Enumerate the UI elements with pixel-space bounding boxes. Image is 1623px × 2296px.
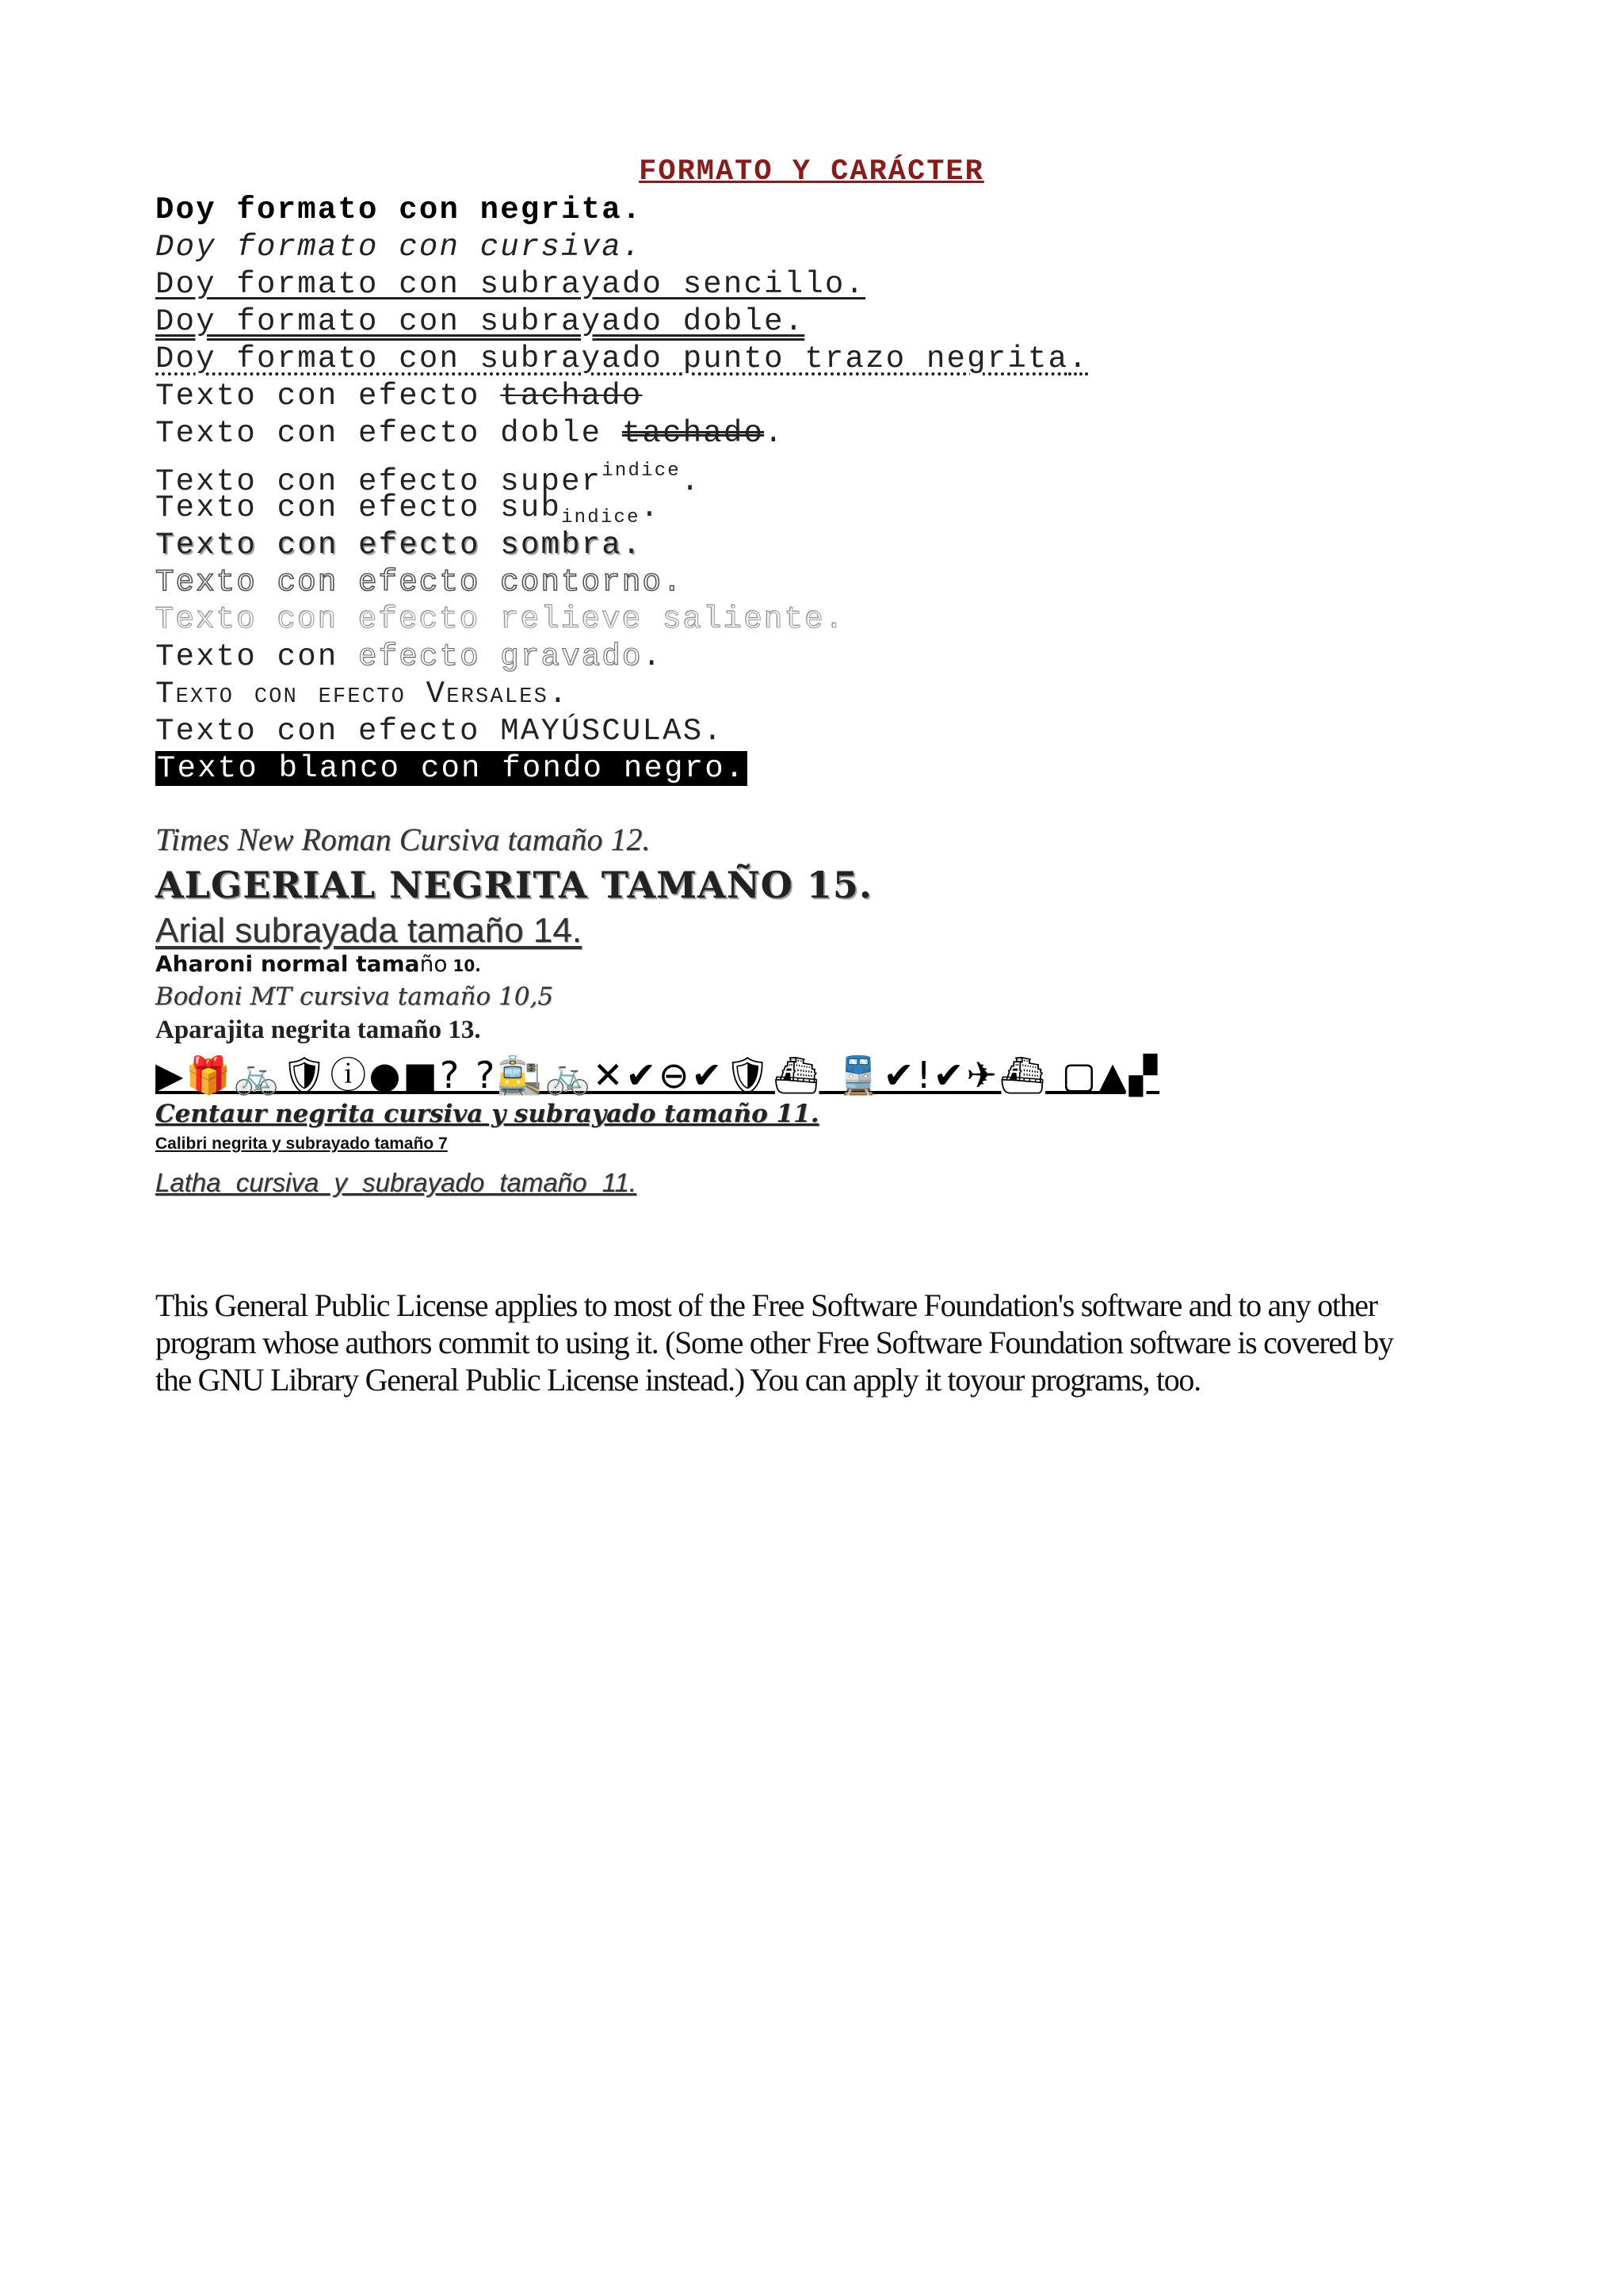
subscript-end: . bbox=[640, 490, 661, 525]
double-strike-line bbox=[155, 415, 1089, 452]
superscript-end: . bbox=[680, 464, 701, 499]
underline-dotdash-end: . bbox=[1068, 341, 1089, 376]
superscript-prefix: Texto con efecto super bbox=[155, 464, 602, 499]
shadow-line: Texto con efecto sombra. bbox=[155, 528, 643, 563]
centaur-line: Centaur negrita cursiva y subrayado tamaño 11. bbox=[155, 1100, 819, 1128]
underline-single-line: Doy formato con subrayado sencillo. bbox=[155, 267, 866, 302]
underline-dotdash-text: Doy formato con subrayado punto trazo negrita bbox=[155, 341, 1069, 376]
superscript-line bbox=[155, 452, 1089, 499]
algerian-line: ALGERIAL NEGRITA TAMAÑO 15. bbox=[155, 864, 873, 906]
bold-line: Doy formato con negrita. bbox=[155, 193, 643, 227]
inverse-line: Texto blanco con fondo negro. bbox=[157, 751, 746, 786]
aharoni-text: Aharoni normal tama bbox=[155, 951, 420, 977]
page-title: FORMATO Y CARÁCTER bbox=[639, 155, 984, 189]
engrave-end: . bbox=[642, 639, 663, 674]
symbol-font-line: ▶🎁🚲🛡ⓘ●■? ?🚉🚲✕✔⊖✔🛡⛴ 🚆✔!✔✈⛴ ▢▲▞ bbox=[155, 1054, 1160, 1097]
italic-line: Doy formato con cursiva. bbox=[155, 230, 643, 265]
double-strike-word: tachado bbox=[621, 416, 765, 451]
engrave-word: efecto gravado bbox=[358, 639, 643, 674]
double-strike-prefix: Texto con efecto doble bbox=[155, 416, 622, 451]
smallcaps-line: Texto con efecto Versales. bbox=[155, 677, 569, 711]
bodoni-line: Bodoni MT cursiva tamaño 10,5 bbox=[155, 982, 554, 1011]
gpl-paragraph: This General Public License applies to most of the Free Software Foundation's software and to any other program whose authors commit to using it. (Some other Free Software Foundation software is covered by the GNU Library General Public License instead.) You can apply it toyour programs, too. bbox=[155, 1287, 1393, 1398]
strike-prefix: Texto con efecto bbox=[155, 379, 501, 414]
format-examples bbox=[155, 192, 1089, 788]
outline-line: Texto con efecto contorno. bbox=[155, 565, 683, 600]
underline-dotdash-line bbox=[155, 341, 1089, 378]
arial-line: Arial subrayada tamaño 14. bbox=[155, 911, 582, 950]
aharoni-text-tail: ño bbox=[419, 951, 448, 977]
latha-line: Latha cursiva y subrayado tamaño 11. bbox=[155, 1168, 637, 1197]
engrave-line bbox=[155, 639, 1089, 676]
engrave-prefix: Texto con bbox=[155, 639, 359, 674]
subscript-prefix: Texto con efecto sub bbox=[155, 490, 562, 525]
subscript-line bbox=[155, 490, 1089, 527]
subscript-word: indice bbox=[561, 507, 640, 528]
aharoni-size: 10. bbox=[447, 956, 481, 975]
times-new-roman-line: Times New Roman Cursiva tamaño 12. bbox=[155, 822, 651, 857]
double-strike-end: . bbox=[764, 416, 785, 451]
emboss-line: Texto con efecto relieve saliente. bbox=[155, 602, 846, 637]
caps-line: Texto con efecto MAYÚSCULAS. bbox=[155, 714, 724, 749]
underline-double-line: Doy formato con subrayado doble. bbox=[155, 304, 805, 339]
superscript-word: indice bbox=[601, 460, 681, 482]
aparajita-line: Aparajita negrita tamaño 13. bbox=[155, 1016, 481, 1044]
strike-line bbox=[155, 378, 1089, 415]
aharoni-line bbox=[155, 951, 481, 977]
strike-word: tachado bbox=[500, 379, 643, 414]
calibri-line: Calibri negrita y subrayado tamaño 7 bbox=[155, 1135, 448, 1153]
